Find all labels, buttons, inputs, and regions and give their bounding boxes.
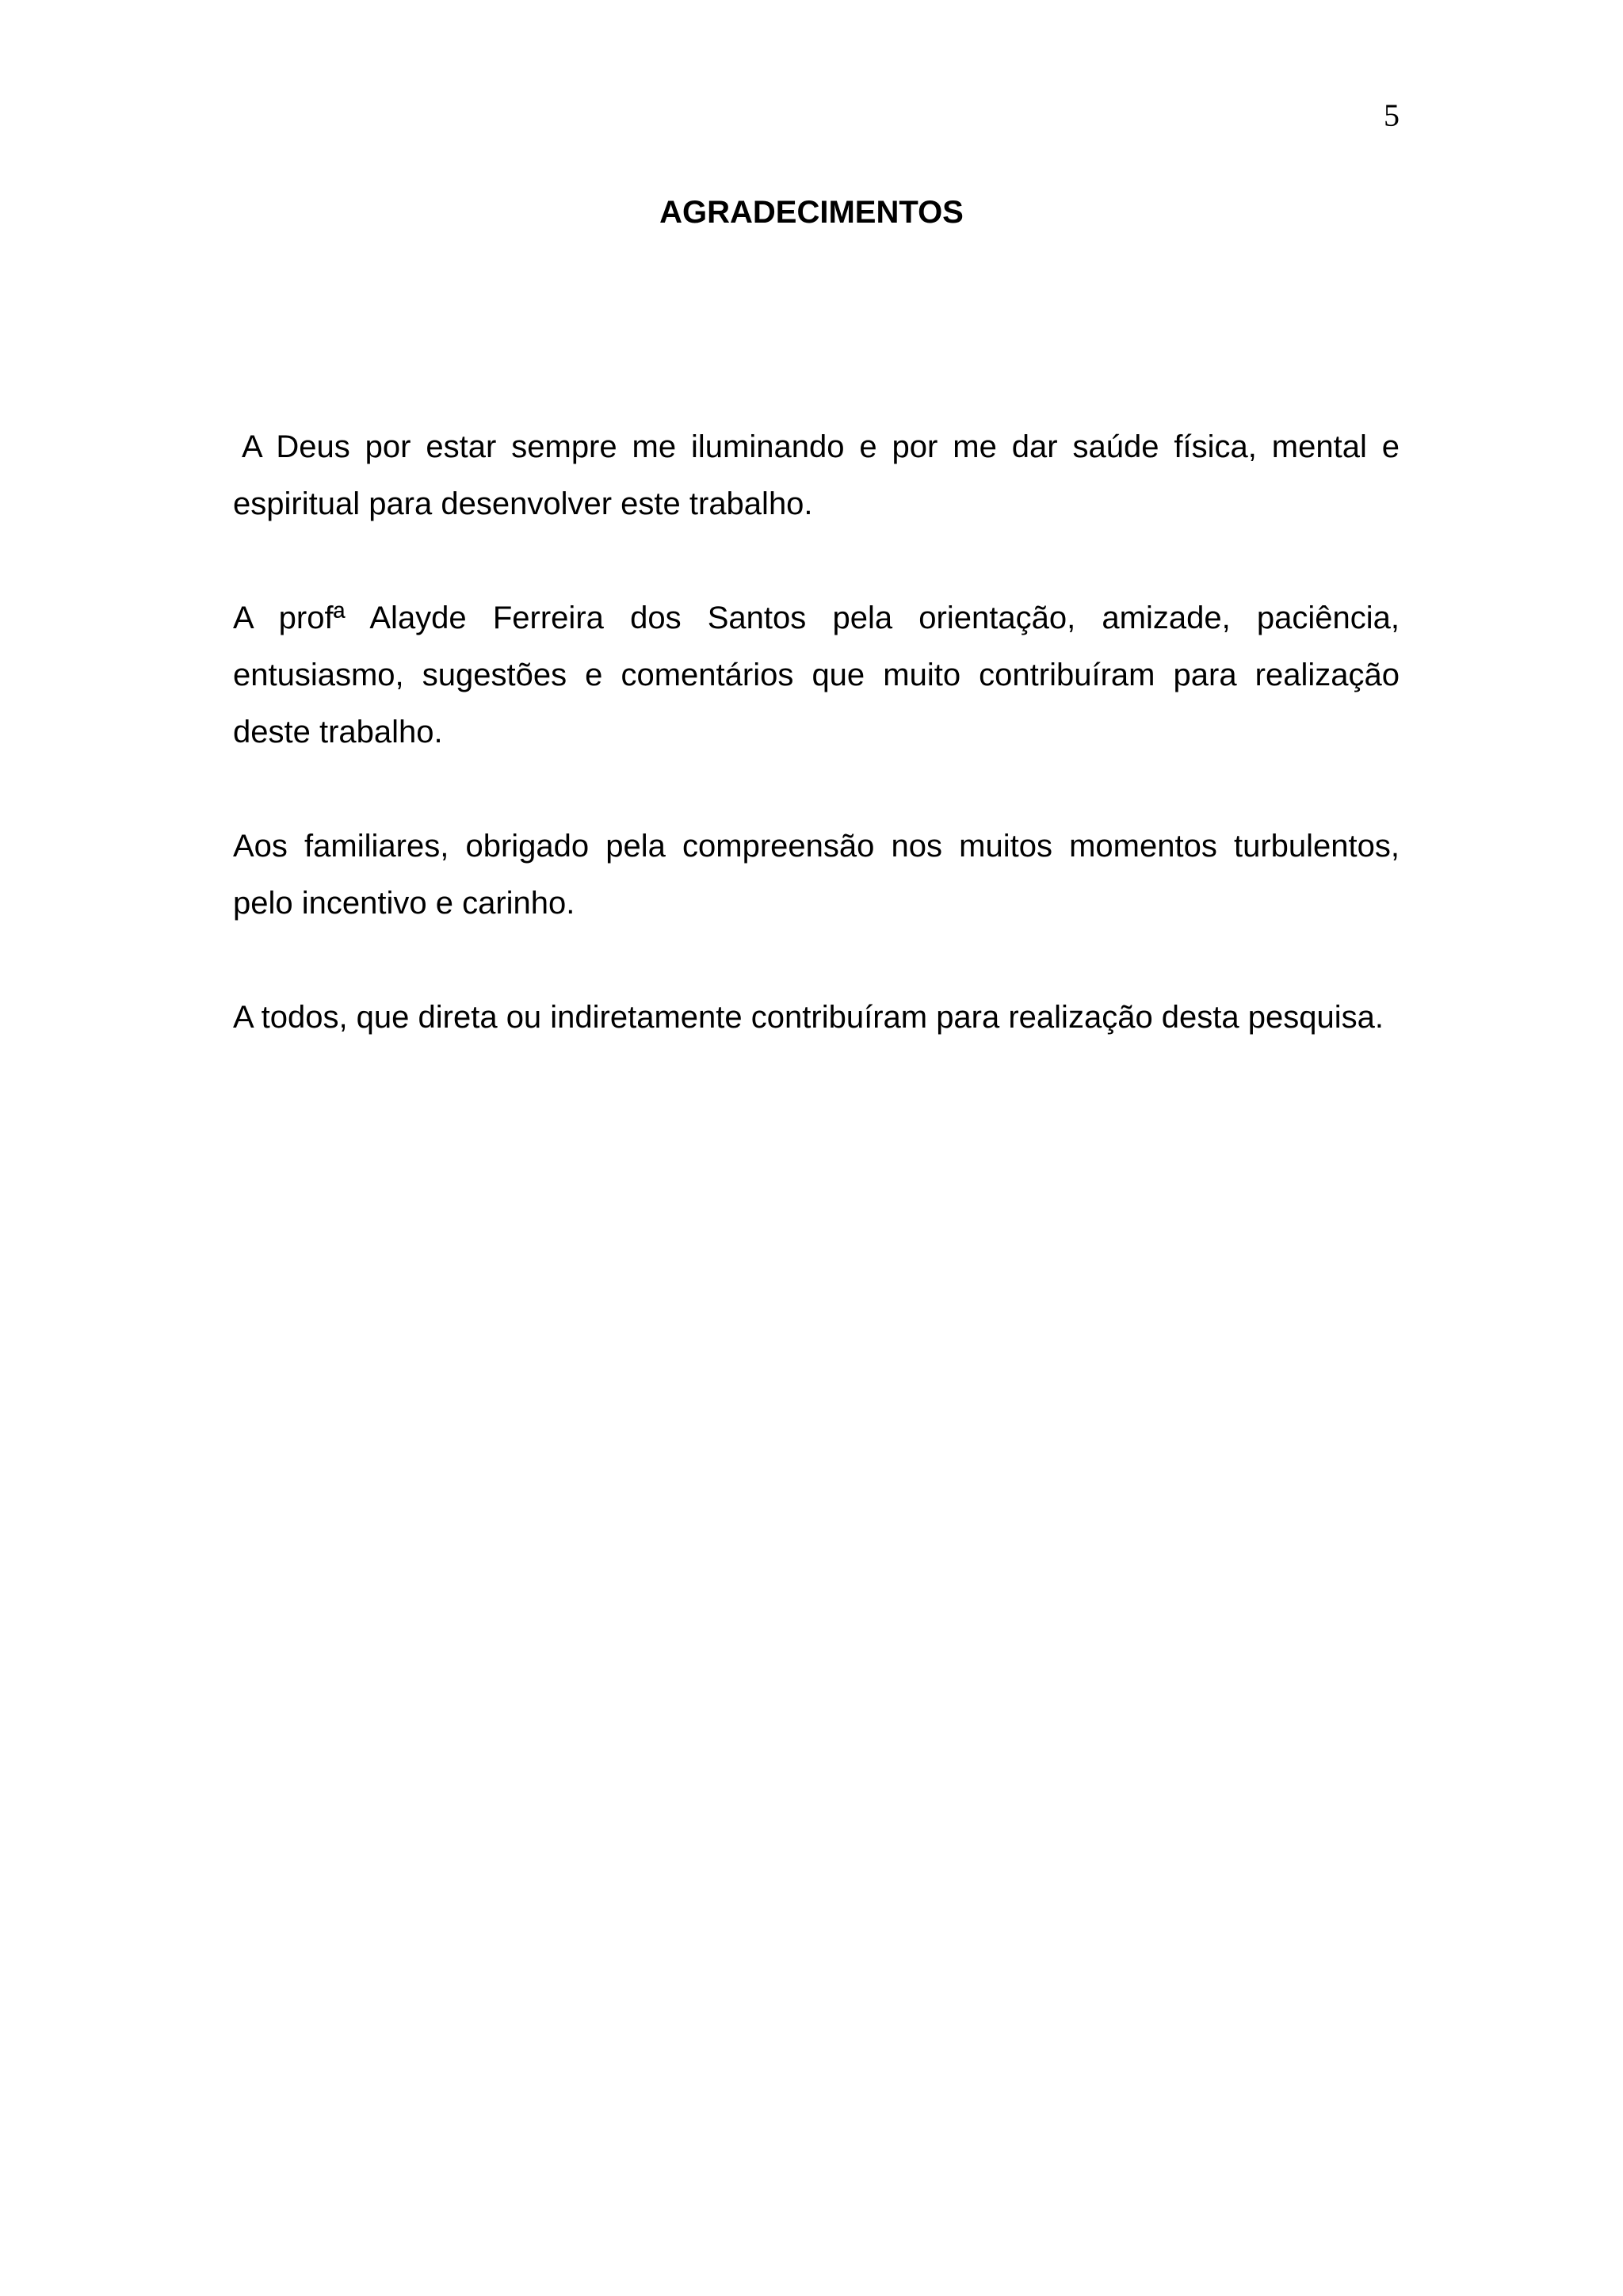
acknowledgments-body — [233, 418, 1400, 1103]
paragraph-god: A Deus por estar sempre me iluminando e por me dar saúde física, mental e espiritual para desenvolver este trabalho. — [233, 429, 1400, 521]
page-title: AGRADECIMENTOS — [659, 195, 964, 230]
paragraph-advisor: A profª Alayde Ferreira dos Santos pela orientação, amizade, paciência, entusiasmo, sugestões e comentários que muito contribuíram para realização deste trabalho. — [233, 601, 1400, 749]
paragraph-family: Aos familiares, obrigado pela compreensão nos muitos momentos turbulentos, pelo incentivo e carinho. — [233, 829, 1400, 921]
paragraph-everyone: A todos, que direta ou indiretamente contribuíram para realização desta pesquisa. — [233, 1000, 1384, 1035]
page-number: 5 — [1384, 97, 1400, 133]
